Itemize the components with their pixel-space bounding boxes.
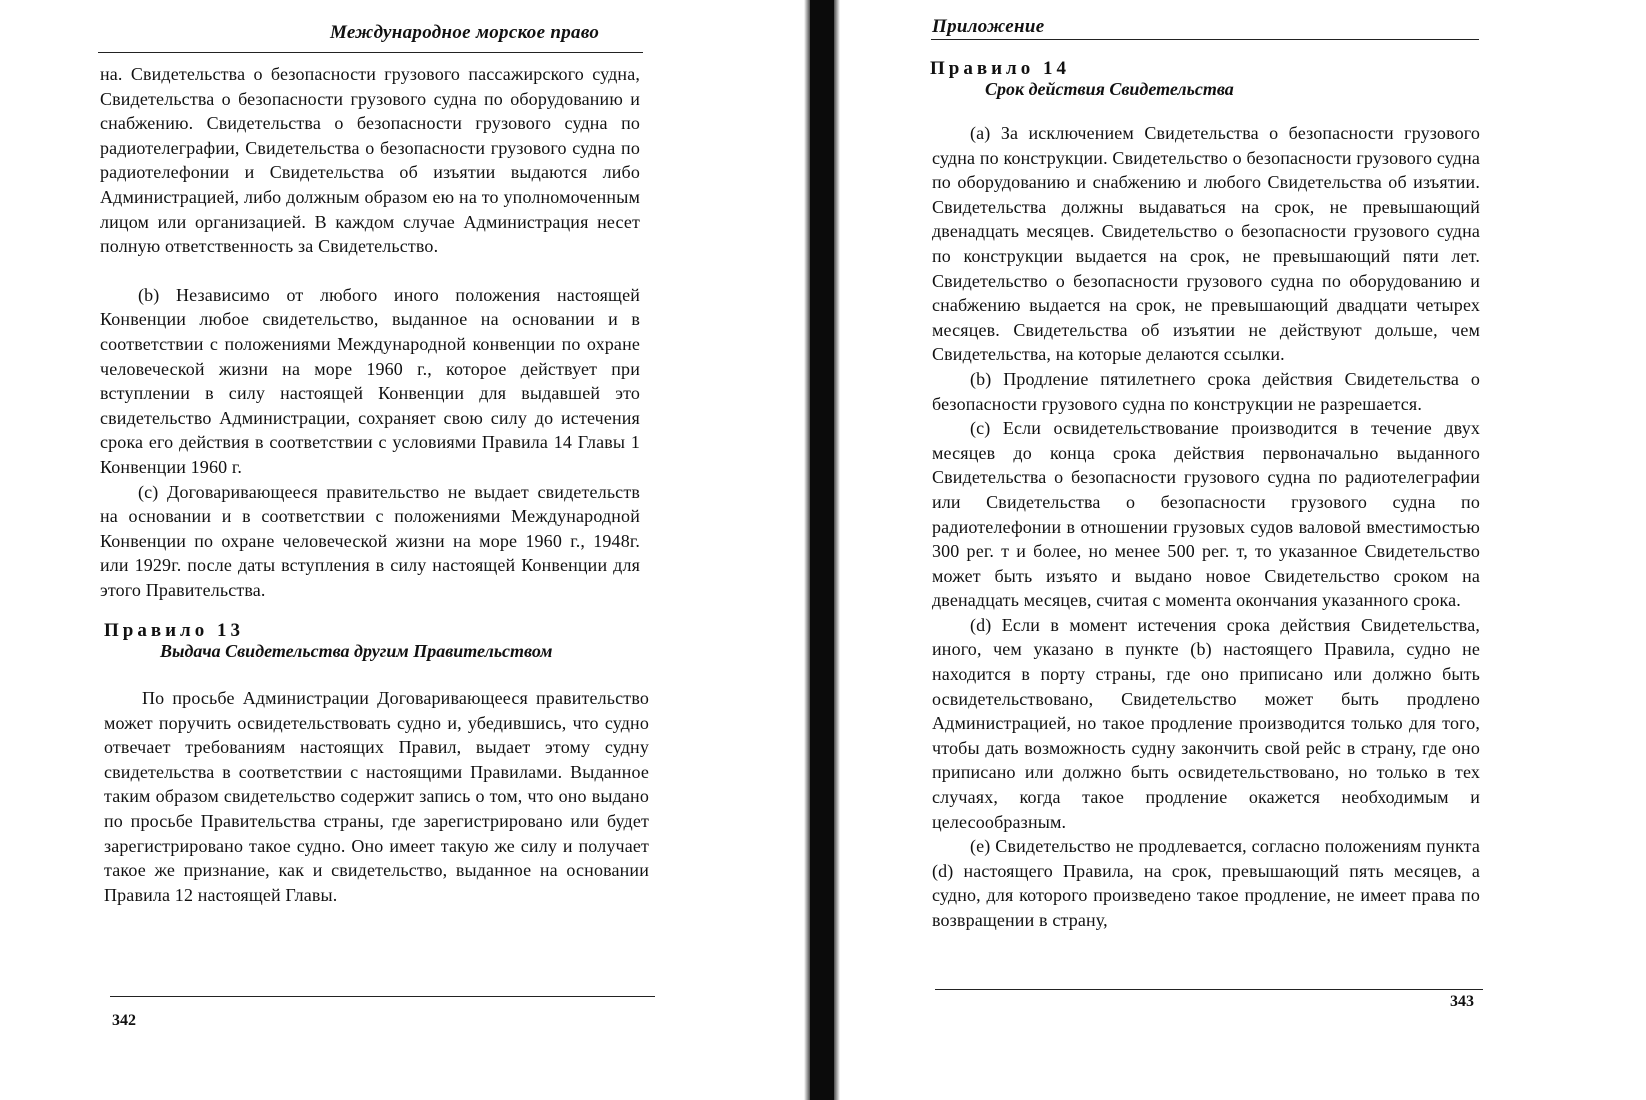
header-rule-right — [931, 39, 1479, 40]
page-number-left: 342 — [112, 1012, 136, 1029]
footer-rule-right — [935, 989, 1483, 990]
rule-14-subtitle: Срок действия Свидетельства — [985, 79, 1234, 99]
footer-rule-left — [110, 996, 655, 997]
paragraph-d-right: (d) Если в момент истечения срока действия Свидетельства, иного, чем указано в пункте (b) настоящего Правила, судно не находится в порту страны, где оно приписано или должно быть освидетельствовано, Свидетельство может быть продлено Администрацией, но такое продление производится только для того, чтобы дать возможность судну закончить свой рейс в страну, где оно приписано или должно быть освидетельствовано, но только в тех случаях, когда такое продление окажется необходимым и целесообразным. — [932, 614, 1480, 832]
rule-13-paragraph: По просьбе Администрации Договаривающееся правительство может поручить освидетельствовать судно и, убедившись, что судно отвечает требованиям настоящих Правил, выдает этому судну свидетельства в соответствии с настоящими Правилами. Выданное таким образом свидетельство содержит запись о том, что оно выдано по просьбе Правительства страны, где зарегистрировано или будет зарегистрировано такое судно. Оно имеет такую же силу и получает такое же признание, как и свидетельство, выданное на основании Правила 12 настоящей Главы. — [104, 688, 649, 905]
running-head-left: Международное морское право — [330, 22, 600, 43]
running-head-right: Приложение — [932, 16, 1045, 37]
left-body-bottom — [104, 686, 649, 907]
continuation-paragraph: на. Свидетельства о безопасности грузового пассажирского судна, Свидетельства о безопасности грузового судна по оборудованию и снабжению. Свидетельства о безопасности грузового судна по радиотелеграфии, Свидетельства о безопасности грузового судна по радиотелефонии и Свидетельства об изъятии выдаются либо Администрацией, либо должным образом ею на то уполномоченным лицом или организацией. В каждом случае Администрация несет полную ответственность за Свидетельство. — [100, 64, 640, 257]
page-number-right: 343 — [1450, 993, 1474, 1010]
paragraph-e-right: (е) Свидетельство не продлевается, согласно положениям пункта (d) настоящего Правила, на срок, превышающий пять месяцев, а судно, для которого произведено такое продление, не имеет права по возвращении в страну, — [932, 836, 1480, 930]
rule-13-title: Правило 13 — [104, 620, 244, 641]
left-page — [0, 0, 800, 1100]
paragraph-c-left: (с) Договаривающееся правительство не выдает свидетельств на основании и в соответствии с положениями Международной Конвенции по охране человеческой жизни на море 1960 г., 1948г. или 1929г. после даты вступления в силу настоящей Конвенции для этого Правительства. — [100, 481, 640, 600]
paragraph-a-right: (а) За исключением Свидетельства о безопасности грузового судна по конструкции. Свидетельство о безопасности грузового судна по оборудованию и снабжению и любого Свидетельства об изъятии. Свидетельства должны выдаваться на срок, не превышающий двенадцать месяцев. Свидетельство о безопасности грузового судна по конструкции выдается на срок, не превышающий пяти лет. Свидетельство о безопасности грузового судна по оборудованию и снабжению выдается на срок, не превышающий двадцати четырех месяцев. Свидетельства об изъятии не действуют дольше, чем Свидетельства, на которые делаются ссылки. — [932, 123, 1480, 365]
paragraph-c-right: (с) Если освидетельствование производится в течение двух месяцев до конца срока действия первоначально выданного Свидетельства о безопасности грузового судна по радиотелеграфии или Свидетельства о безопасности грузового судна по радиотелефонии в отношении грузовых судов валовой вместимостью 300 рег. т и более, но менее 500 рег. т, то указанное Свидетельство может быть изъято и выдано новое Свидетельство сроком на двенадцать месяцев, считая с момента окончания указанного срока. — [932, 418, 1480, 611]
left-body-top — [100, 62, 640, 602]
rule-14-title: Правило 14 — [930, 58, 1070, 79]
book-spine-gutter — [800, 0, 845, 1100]
paragraph-b-right: (b) Продление пятилетнего срока действия Свидетельства о безопасности грузового судна по конструкции не разрешается. — [932, 368, 1480, 414]
rule-13-subtitle: Выдача Свидетельства другим Правительством — [160, 641, 553, 661]
right-body — [932, 121, 1480, 933]
right-page — [845, 0, 1646, 1100]
header-rule-left — [98, 52, 643, 53]
paragraph-b-left: (b) Независимо от любого иного положения настоящей Конвенции любое свидетельство, выданное на основании и в соответствии с положениями Международной конвенции по охране человеческой жизни на море 1960 г., которое действует при вступлении в силу настоящей Конвенции для выдавшей это свидетельство Администрации, сохраняет свою силу до истечения срока его действия в соответствии с условиями Правила 14 Главы 1 Конвенции 1960 г. — [100, 284, 640, 477]
